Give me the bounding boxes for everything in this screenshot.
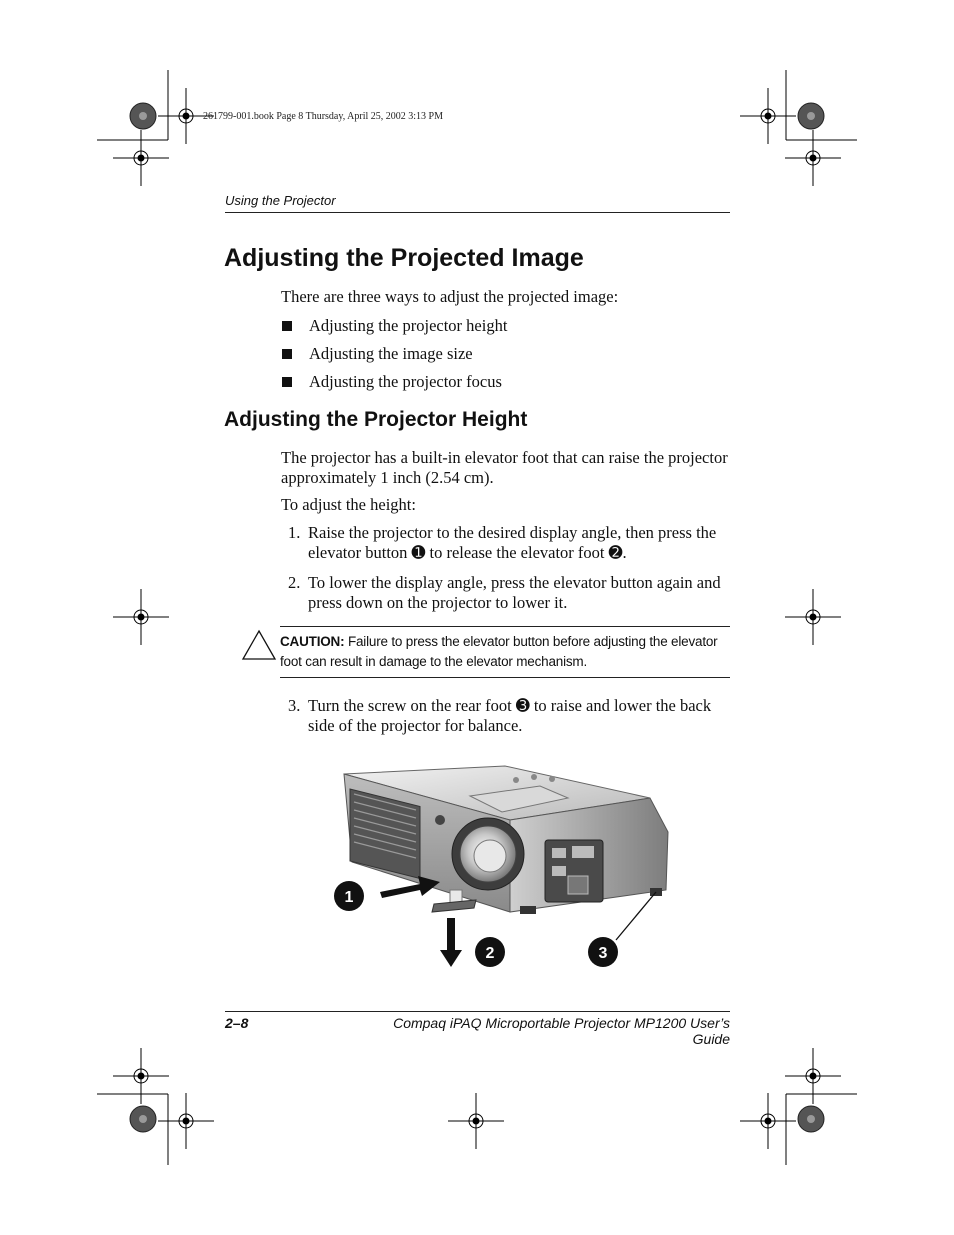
elevator-paragraph: The projector has a built-in elevator foot that can raise the projector approximately 1 inch (2.54 cm). [281, 448, 728, 487]
running-head: Using the Projector [225, 193, 336, 208]
list-item: Adjusting the projector focus [281, 372, 731, 400]
caution-note: CAUTION: Failure to press the elevator button before adjusting the elevator foot can result in damage to the elevator mechanism. [280, 634, 718, 669]
bullet-square-icon [282, 321, 292, 331]
to-adjust-paragraph: To adjust the height: [281, 495, 416, 514]
footer-title: Compaq iPAQ Microportable Projector MP1200 User’s Guide [393, 1015, 730, 1047]
projector-illustration [330, 762, 675, 977]
callout-2: 2 [485, 945, 495, 962]
subsection-title: Adjusting the Projector Height [224, 408, 528, 431]
step-3: 3. Turn the screw on the rear foot ➌ to raise and lower the back side of the projector for balance. [288, 696, 712, 735]
header-rule [225, 212, 730, 213]
caution-top-rule [280, 626, 730, 627]
footer-rule [225, 1011, 730, 1012]
list-item: Adjusting the image size [281, 344, 731, 372]
callout-1: 1 [344, 889, 354, 906]
section-title: Adjusting the Projected Image [224, 244, 584, 272]
step-1: 1. Raise the projector to the desired display angle, then press the elevator button ➊ to release the elevator foot ➋. [288, 523, 717, 562]
caution-bottom-rule [280, 677, 730, 678]
bullet-square-icon [282, 349, 292, 359]
page-number: 2–8 [225, 1015, 249, 1031]
caution-triangle-icon [241, 629, 277, 661]
intro-paragraph: There are three ways to adjust the projected image: [281, 287, 619, 306]
file-info: 261799-001.book Page 8 Thursday, April 25, 2002 3:13 PM [203, 111, 443, 122]
callout-3: 3 [598, 945, 608, 962]
list-item: Adjusting the projector height [281, 316, 731, 344]
adjustment-list [281, 316, 731, 400]
step-2: 2. To lower the display angle, press the elevator button again and press down on the projector to lower it. [288, 573, 721, 612]
bullet-square-icon [282, 377, 292, 387]
